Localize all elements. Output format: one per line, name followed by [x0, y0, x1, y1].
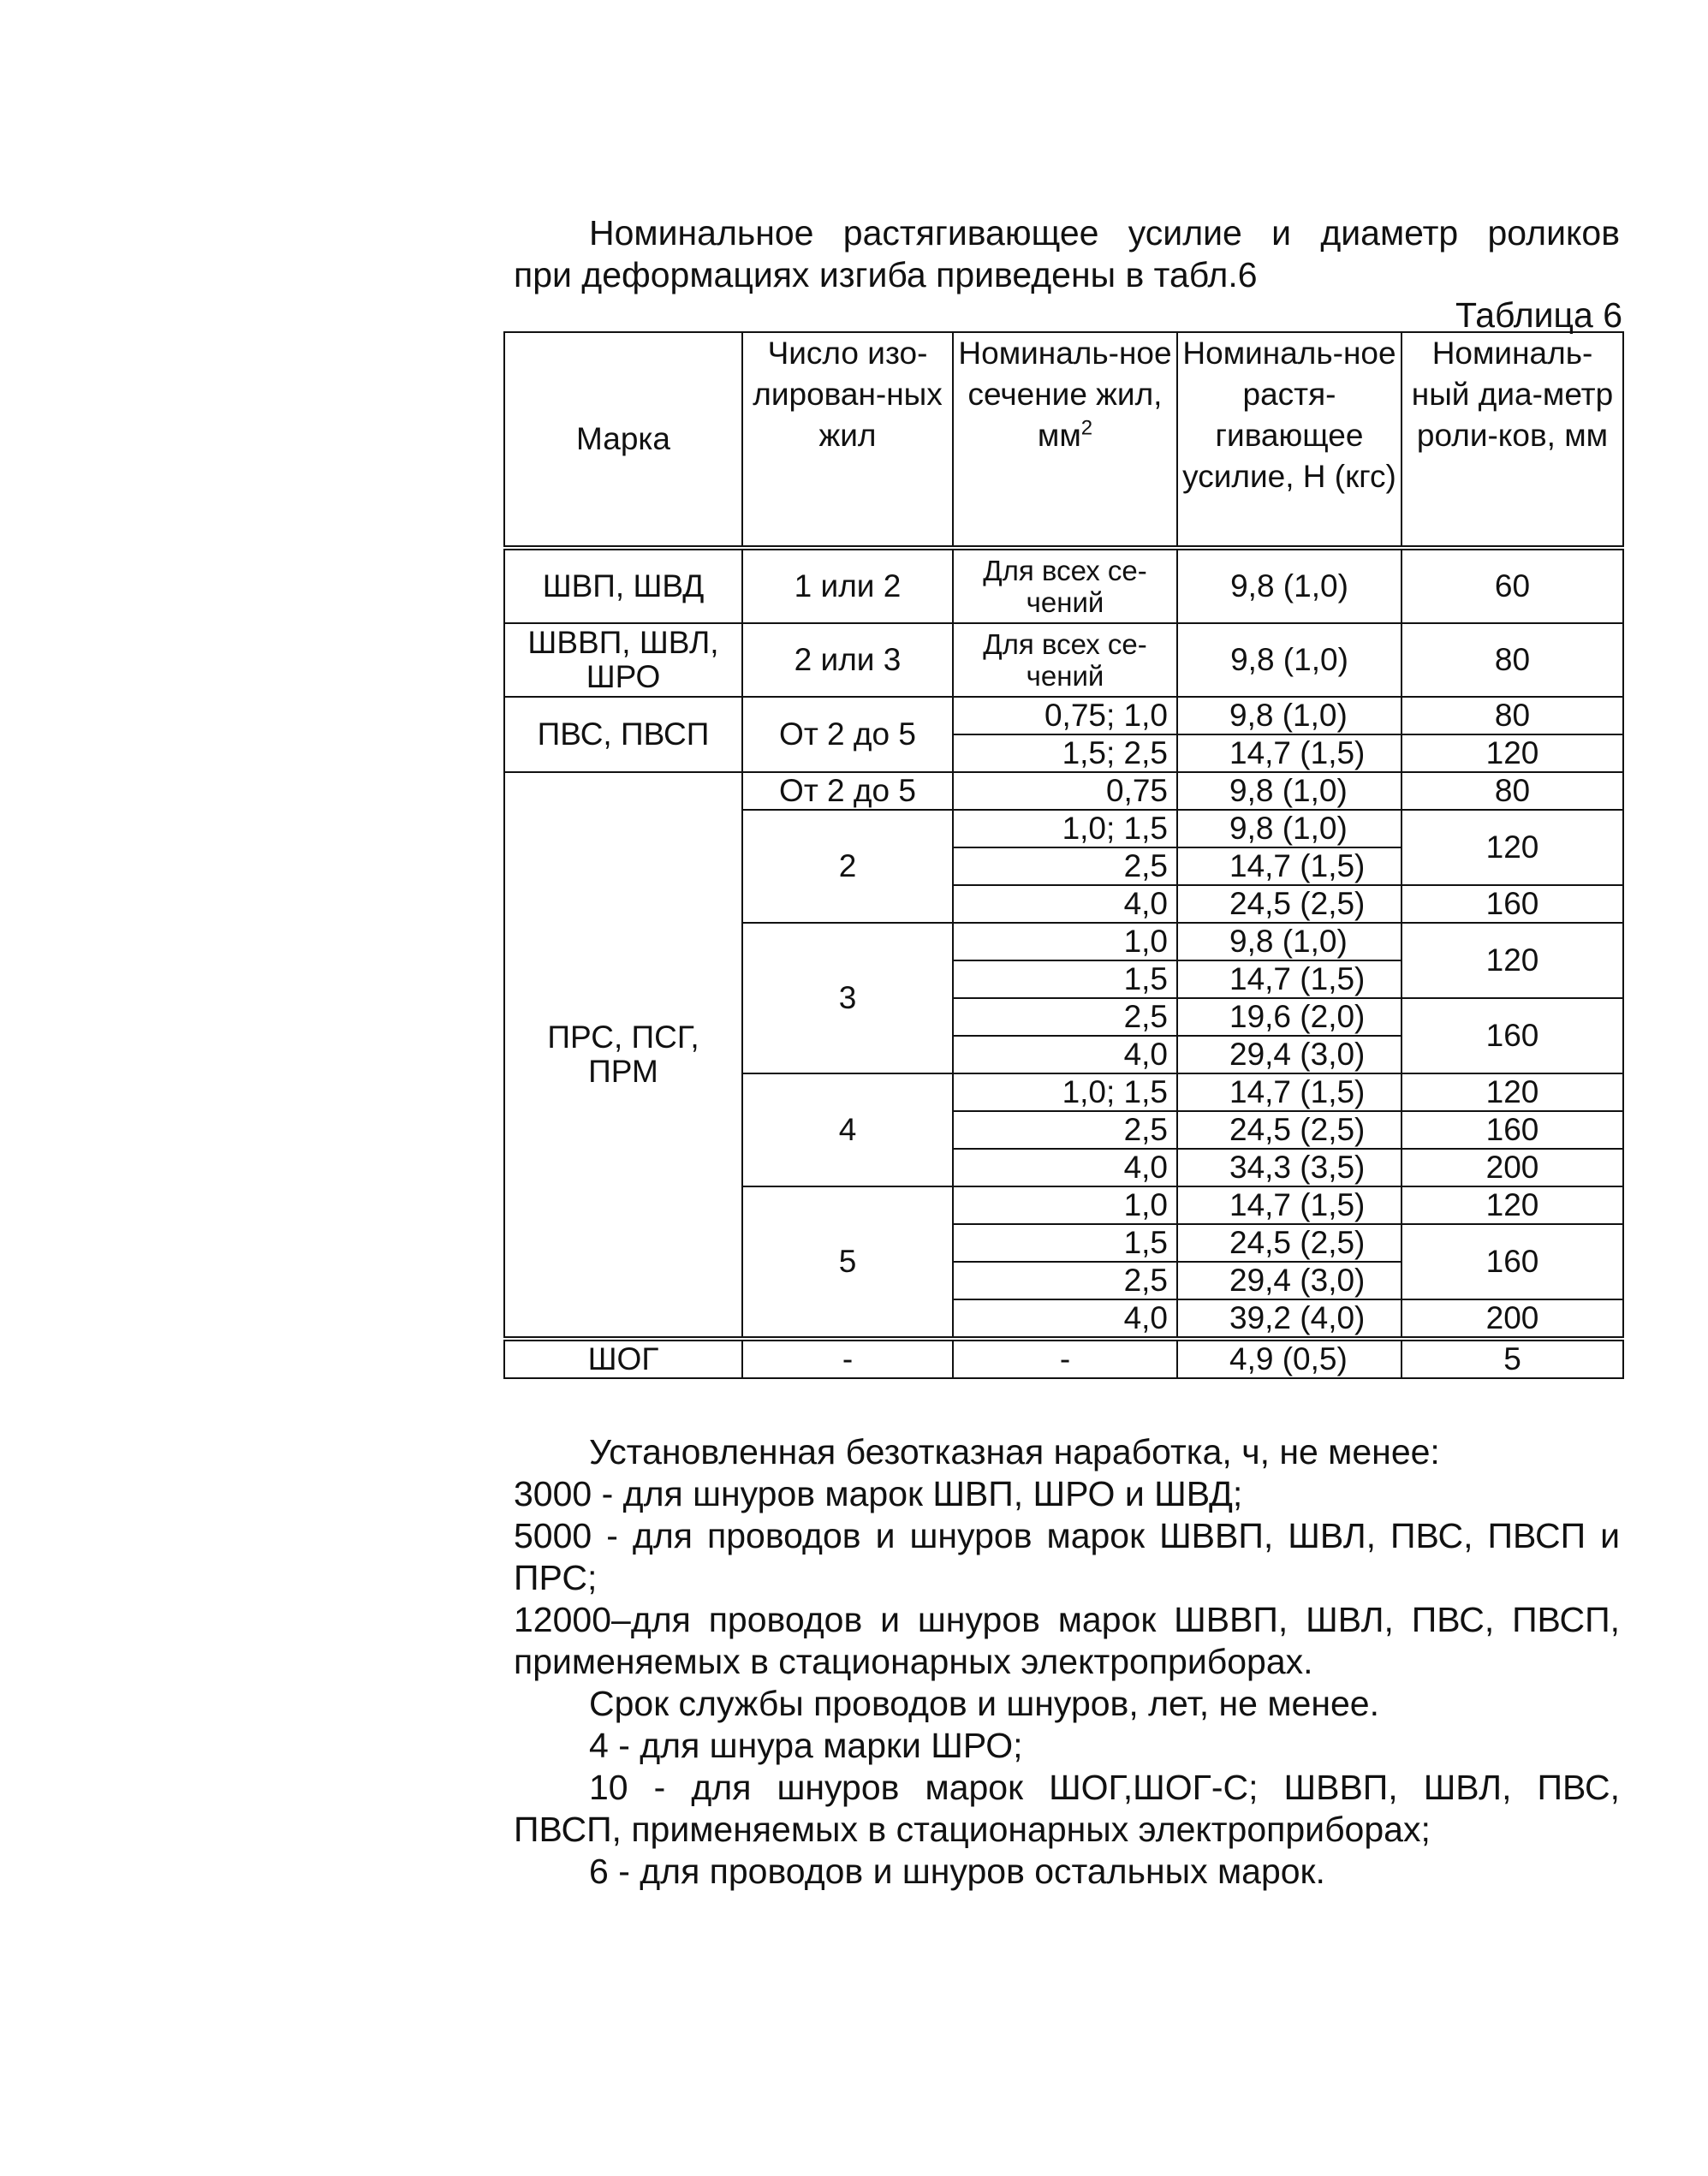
cell-section: 2,5 [953, 847, 1177, 885]
cell-section: 2,5 [953, 1111, 1177, 1149]
cell-cores: - [742, 1339, 953, 1378]
table-row [504, 623, 1623, 697]
cell-force: 19,6 (2,0) [1177, 998, 1402, 1036]
cell-cores: 2 или 3 [742, 623, 953, 697]
cell-diameter: 200 [1402, 1299, 1623, 1339]
cell-diameter: 120 [1402, 1073, 1623, 1111]
cell-diameter: 120 [1402, 810, 1623, 885]
intro-line-2: при деформациях изгиба приведены в табл.6 [514, 255, 1258, 294]
intro-line-1: Номинальное растягивающее усилие и диаметр роликов [589, 213, 1620, 253]
cell-diameter: 160 [1402, 998, 1623, 1073]
cell-section: 4,0 [953, 885, 1177, 923]
table-header-row [504, 332, 1623, 548]
cell-brand: ПРС, ПСГ, ПРМ [504, 772, 742, 1339]
cell-force: 14,7 (1,5) [1177, 1186, 1402, 1224]
cell-diameter: 5 [1402, 1339, 1623, 1378]
cell-section: 1,0; 1,5 [953, 810, 1177, 847]
cell-force: 24,5 (2,5) [1177, 1224, 1402, 1262]
table-row [504, 772, 1623, 810]
cell-force: 34,3 (3,5) [1177, 1149, 1402, 1186]
cell-section: Для всех се-чений [953, 548, 1177, 623]
cell-force: 14,7 (1,5) [1177, 1073, 1402, 1111]
cell-section: 1,0 [953, 923, 1177, 960]
header-section-text: Номиналь-ное сечение жил, мм [958, 336, 1172, 453]
cell-section: 1,5 [953, 1224, 1177, 1262]
table-row [504, 548, 1623, 623]
cell-cores: 2 [742, 810, 953, 923]
cell-brand: ШОГ [504, 1339, 742, 1378]
cell-diameter: 120 [1402, 923, 1623, 998]
cell-diameter: 120 [1402, 734, 1623, 772]
cell-force: 9,8 (1,0) [1177, 623, 1402, 697]
cell-section: - [953, 1339, 1177, 1378]
cell-force: 4,9 (0,5) [1177, 1339, 1402, 1378]
header-section-sup: 2 [1080, 416, 1093, 440]
cell-section: 0,75 [953, 772, 1177, 810]
cell-diameter: 200 [1402, 1149, 1623, 1186]
table-caption: Таблица 6 [1455, 295, 1622, 335]
reliability-item-3-line-1: 12000–для проводов и шнуров марок ШВВП, ШВЛ, ПВС, ПВСП, [514, 1600, 1620, 1639]
cell-force: 24,5 (2,5) [1177, 1111, 1402, 1149]
service-life-title: Срок службы проводов и шнуров, лет, не менее. [589, 1684, 1379, 1723]
cell-force: 14,7 (1,5) [1177, 847, 1402, 885]
reliability-item-3-line-2: применяемых в стационарных электроприборах. [514, 1642, 1313, 1681]
cell-section: 1,5 [953, 960, 1177, 998]
cell-section: 1,0 [953, 1186, 1177, 1224]
service-life-item-2-line-1: 10 - для шнуров марок ШОГ,ШОГ-С; ШВВП, ШВЛ, ПВС, [589, 1768, 1620, 1807]
service-life-item-1: 4 - для шнура марки ШРО; [589, 1726, 1023, 1765]
cell-force: 29,4 (3,0) [1177, 1262, 1402, 1299]
reliability-item-2-line-2: ПРС; [514, 1558, 598, 1597]
cell-force: 29,4 (3,0) [1177, 1036, 1402, 1073]
header-force: Номиналь-ное растя-гивающее усилие, Н (кгс) [1177, 332, 1402, 548]
cell-force: 14,7 (1,5) [1177, 734, 1402, 772]
cell-brand: ПВС, ПВСП [504, 697, 742, 772]
cell-brand: ШВВП, ШВЛ, ШРО [504, 623, 742, 697]
cell-section: 4,0 [953, 1299, 1177, 1339]
header-brand: Марка [504, 332, 742, 548]
service-life-item-2-line-2: ПВСП, применяемых в стационарных электроприборах; [514, 1810, 1431, 1849]
cell-section: 1,5; 2,5 [953, 734, 1177, 772]
cell-cores: 1 или 2 [742, 548, 953, 623]
service-life-item-3: 6 - для проводов и шнуров остальных марок. [589, 1852, 1325, 1891]
cell-section: 4,0 [953, 1149, 1177, 1186]
header-section [953, 332, 1177, 548]
cell-diameter: 160 [1402, 885, 1623, 923]
cell-force: 24,5 (2,5) [1177, 885, 1402, 923]
cell-diameter: 80 [1402, 697, 1623, 734]
cell-force: 9,8 (1,0) [1177, 923, 1402, 960]
reliability-item-1: 3000 - для шнуров марок ШВП, ШРО и ШВД; [514, 1474, 1243, 1513]
cell-diameter: 160 [1402, 1111, 1623, 1149]
cell-diameter: 120 [1402, 1186, 1623, 1224]
header-cores: Число изо-лирован-ных жил [742, 332, 953, 548]
cell-cores: 3 [742, 923, 953, 1073]
cell-section: 4,0 [953, 1036, 1177, 1073]
cell-diameter: 80 [1402, 623, 1623, 697]
cell-diameter: 60 [1402, 548, 1623, 623]
cell-force: 9,8 (1,0) [1177, 548, 1402, 623]
cell-force: 9,8 (1,0) [1177, 772, 1402, 810]
cell-cores: От 2 до 5 [742, 772, 953, 810]
header-diameter: Номиналь-ный диа-метр роли-ков, мм [1402, 332, 1623, 548]
cell-cores: От 2 до 5 [742, 697, 953, 772]
cell-force: 9,8 (1,0) [1177, 697, 1402, 734]
table-row [504, 697, 1623, 734]
table-6 [503, 331, 1624, 1379]
cell-section: 2,5 [953, 998, 1177, 1036]
cell-force: 9,8 (1,0) [1177, 810, 1402, 847]
table-row [504, 1339, 1623, 1378]
reliability-title: Установленная безотказная наработка, ч, не менее: [589, 1432, 1440, 1471]
cell-section: 1,0; 1,5 [953, 1073, 1177, 1111]
cell-force: 39,2 (4,0) [1177, 1299, 1402, 1339]
reliability-item-2-line-1: 5000 - для проводов и шнуров марок ШВВП, ШВЛ, ПВС, ПВСП и [514, 1516, 1620, 1555]
cell-section: 2,5 [953, 1262, 1177, 1299]
cell-cores: 5 [742, 1186, 953, 1339]
cell-diameter: 160 [1402, 1224, 1623, 1299]
cell-cores: 4 [742, 1073, 953, 1186]
cell-section: 0,75; 1,0 [953, 697, 1177, 734]
cell-section: Для всех се-чений [953, 623, 1177, 697]
cell-diameter: 80 [1402, 772, 1623, 810]
cell-brand: ШВП, ШВД [504, 548, 742, 623]
cell-force: 14,7 (1,5) [1177, 960, 1402, 998]
